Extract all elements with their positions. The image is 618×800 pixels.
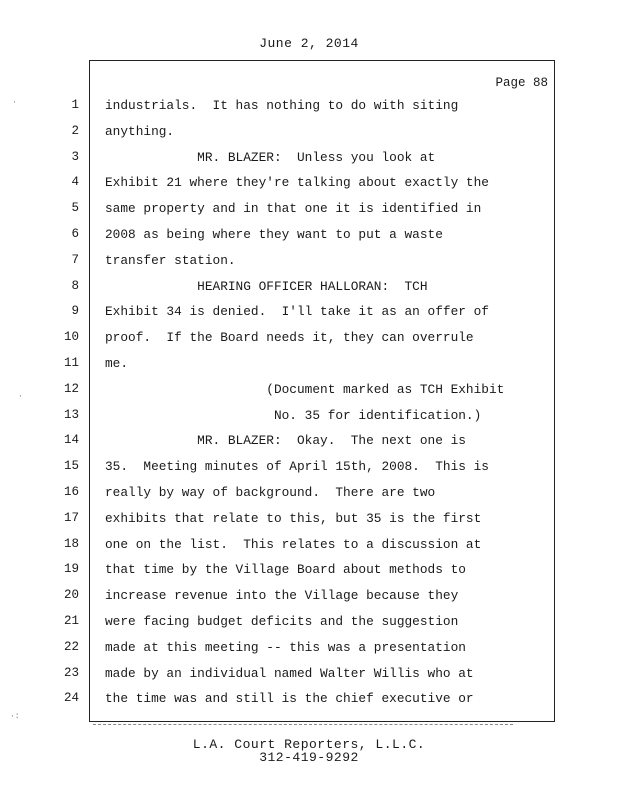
- line-number: 9: [71, 304, 79, 319]
- court-reporter-phone: 312-419-9292: [259, 750, 359, 765]
- line-number: 4: [71, 175, 79, 190]
- transcript-line: made at this meeting -- this was a presentation: [105, 639, 466, 655]
- line-number: 2: [71, 123, 79, 138]
- margin-mark: ·: [12, 98, 17, 107]
- page-number: Page 88: [495, 76, 548, 90]
- transcript-line: Exhibit 21 where they're talking about exactly the: [105, 175, 489, 191]
- line-number: 17: [63, 510, 79, 525]
- margin-mark: ·: [18, 392, 23, 401]
- transcript-line: one on the list. This relates to a discussion at: [105, 536, 482, 552]
- line-number: 7: [71, 252, 79, 267]
- line-number: 12: [63, 381, 79, 396]
- transcript-line: MR. BLAZER: Unless you look at: [105, 149, 436, 165]
- transcript-line: MR. BLAZER: Okay. The next one is: [105, 433, 466, 449]
- margin-mark: ·:: [10, 712, 20, 721]
- line-number: 1: [71, 98, 79, 112]
- transcript-line: Exhibit 34 is denied. I'll take it as an offer of: [105, 304, 489, 320]
- transcript-line: transfer station.: [105, 252, 236, 268]
- line-number: 19: [63, 562, 79, 577]
- line-number: 15: [63, 459, 79, 474]
- transcript-line: exhibits that relate to this, but 35 is the first: [105, 510, 482, 526]
- line-number-column: [0, 93, 85, 712]
- transcript-line: the time was and still is the chief executive or: [105, 691, 474, 707]
- transcript-line: that time by the Village Board about methods to: [105, 562, 466, 578]
- line-number: 18: [63, 536, 79, 551]
- line-number: 5: [71, 201, 79, 216]
- transcript-line: same property and in that one it is identified in: [105, 201, 482, 217]
- transcript-line: proof. If the Board needs it, they can overrule: [105, 330, 474, 346]
- footer: [0, 738, 618, 764]
- transcript-line: really by way of background. There are two: [105, 484, 436, 500]
- transcript-line: made by an individual named Walter Willis who at: [105, 665, 474, 681]
- transcript-line: industrials. It has nothing to do with siting: [105, 98, 459, 113]
- line-number: 21: [63, 613, 79, 628]
- line-number: 20: [63, 588, 79, 603]
- transcript-line: 35. Meeting minutes of April 15th, 2008. This is: [105, 459, 489, 475]
- transcript-date: June 2, 2014: [259, 36, 359, 51]
- court-reporter-name: L.A. Court Reporters, L.L.C.: [192, 737, 426, 752]
- line-number: 23: [63, 665, 79, 680]
- transcript-line: No. 35 for identification.): [105, 407, 482, 423]
- line-number: 10: [63, 330, 79, 345]
- line-number: 11: [63, 355, 79, 370]
- transcript-line: increase revenue into the Village because they: [105, 588, 459, 604]
- frame-bottom-rule: [93, 724, 513, 725]
- transcript-line: HEARING OFFICER HALLORAN: TCH: [105, 278, 428, 294]
- line-number: 16: [63, 484, 79, 499]
- line-number: 3: [71, 149, 79, 164]
- line-number: 8: [71, 278, 79, 293]
- line-number: 13: [63, 407, 79, 422]
- transcript-line: (Document marked as TCH Exhibit: [105, 381, 505, 397]
- line-number: 14: [63, 433, 79, 448]
- line-number: 24: [63, 691, 79, 706]
- transcript-body: [105, 93, 545, 712]
- transcript-line: anything.: [105, 123, 175, 139]
- line-number: 6: [71, 226, 79, 241]
- transcript-line: 2008 as being where they want to put a waste: [105, 226, 443, 242]
- transcript-line: were facing budget deficits and the suggestion: [105, 613, 459, 629]
- transcript-line: me.: [105, 355, 129, 371]
- line-number: 22: [63, 639, 79, 654]
